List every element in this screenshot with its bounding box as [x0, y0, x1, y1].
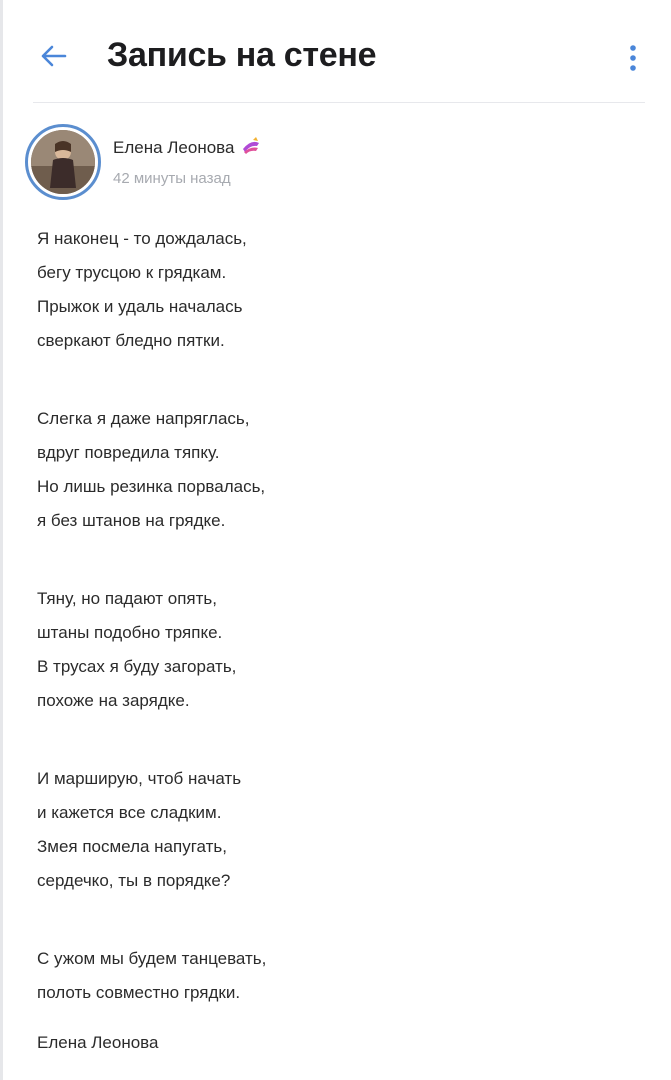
back-button[interactable] [31, 34, 75, 78]
poem-line: бегу трусцою к грядкам. [37, 263, 227, 282]
arrow-left-icon [38, 44, 68, 68]
author-name[interactable] [113, 136, 262, 161]
poem-line: И марширую, чтоб начать [37, 769, 242, 788]
poem-line: Но лишь резинка порвалась, [37, 477, 266, 496]
more-vertical-icon [629, 43, 637, 73]
more-options-button[interactable] [615, 36, 651, 80]
page-title: Запись на стене [107, 36, 377, 74]
poem-line: Я наконец - то дождалась, [37, 229, 247, 248]
post-timestamp: 42 минуты назад [113, 170, 231, 187]
poem-line: и кажется все сладким. [37, 803, 222, 822]
poem-line: Слегка я даже напряглась, [37, 409, 250, 428]
poem-line: похоже на зарядке. [37, 691, 190, 710]
poem-line: С ужом мы будем танцевать, [37, 949, 267, 968]
header-divider [33, 102, 645, 103]
post-signature: Елена Леонова [37, 1033, 159, 1052]
author-avatar[interactable] [25, 124, 101, 200]
poem-stanza [37, 222, 637, 358]
avatar-photo [31, 130, 95, 194]
poem-line: сверкают бледно пятки. [37, 331, 225, 350]
poem-line: Прыжок и удаль началась [37, 297, 243, 316]
poem-line: сердечко, ты в порядке? [37, 871, 231, 890]
author-name-text: Елена Леонова [113, 138, 235, 157]
poem-stanza [37, 762, 637, 898]
poem-line: В трусах я буду загорать, [37, 657, 237, 676]
poem-line: вдруг повредила тяпку. [37, 443, 220, 462]
poem-stanza [37, 402, 637, 538]
top-bar [3, 0, 671, 104]
poem-line: Змея посмела напугать, [37, 837, 227, 856]
poem-line: штаны подобно тряпке. [37, 623, 223, 642]
post-text [37, 222, 637, 1054]
poem-stanza [37, 582, 637, 718]
poem-line: я без штанов на грядке. [37, 511, 226, 530]
emoji-badge-icon [240, 136, 262, 161]
poem-line: полоть совместно грядки. [37, 983, 241, 1002]
poem-line: Тяну, но падают опять, [37, 589, 217, 608]
poem-stanza [37, 942, 637, 1010]
